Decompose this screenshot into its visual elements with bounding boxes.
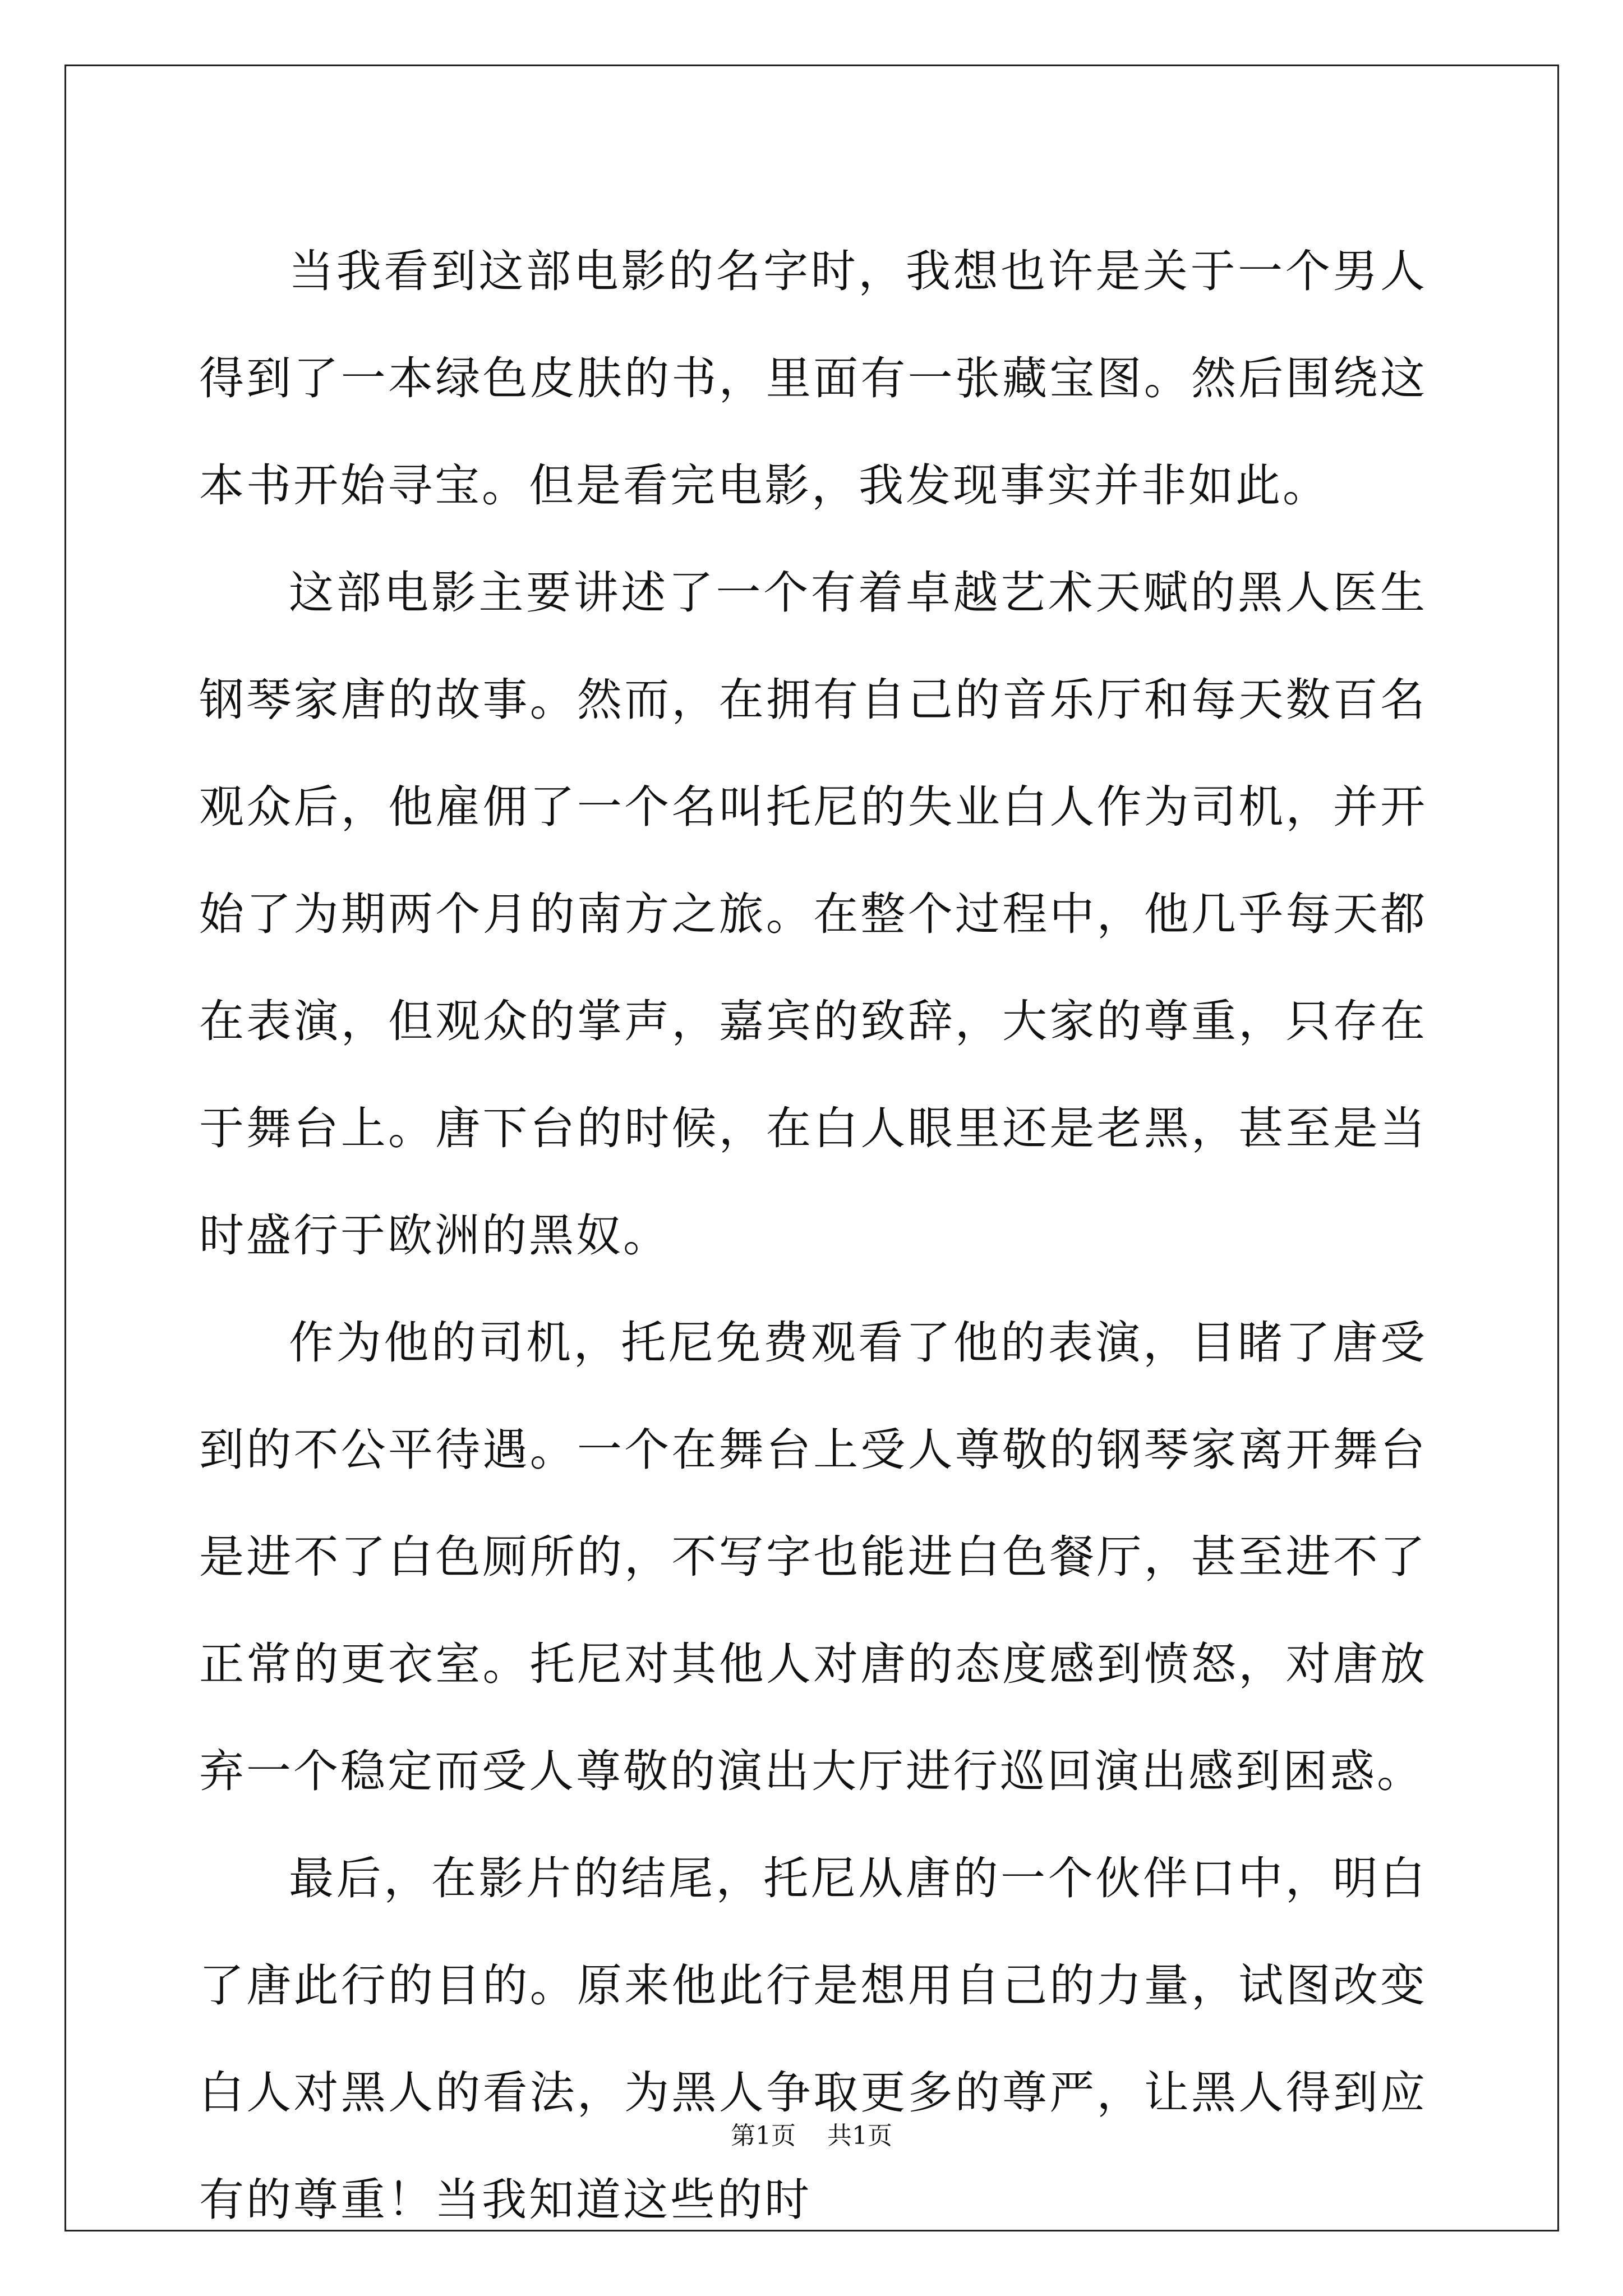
- page-number: 第1页: [731, 2122, 796, 2150]
- paragraph-2: 这部电影主要讲述了一个有着卓越艺术天赋的黑人医生钢琴家唐的故事。然而，在拥有自己的音乐厅和每天数百名观众后，他雇佣了一个名叫托尼的失业白人作为司机，并开始了为期两个月的南方之旅。在整个过程中，他几乎每天都在表演，但观众的掌声，嘉宾的致辞，大家的尊重，只存在于舞台上。唐下台的时候，在白人眼里还是老黑，甚至是当时盛行于欧洲的黑奴。: [199, 567, 1427, 1262]
- paragraph-1: 当我看到这部电影的名字时，我想也许是关于一个男人得到了一本绿色皮肤的书，里面有一张藏宝图。然后围绕这本书开始寻宝。但是看完电影，我发现事实并非如此。: [199, 245, 1427, 512]
- paragraph-3: 作为他的司机，托尼免费观看了他的表演，目睹了唐受到的不公平待遇。一个在舞台上受人尊敬的钢琴家离开舞台是进不了白色厕所的，不写字也能进白色餐厅，甚至进不了正常的更衣室。托尼对其他人对唐的态度感到愤怒，对唐放弃一个稳定而受人尊敬的演出大厅进行巡回演出感到困惑。: [199, 1317, 1427, 1797]
- document-body: [199, 218, 1427, 2253]
- paragraph-4: 最后，在影片的结尾，托尼从唐的一个伙伴口中，明白了唐此行的目的。原来他此行是想用自己的力量，试图改变白人对黑人的看法，为黑人争取更多的尊严，让黑人得到应有的尊重！当我知道这些的时: [199, 1852, 1427, 2226]
- page-total: 共1页: [827, 2122, 892, 2150]
- page-footer: [0, 2119, 1623, 2153]
